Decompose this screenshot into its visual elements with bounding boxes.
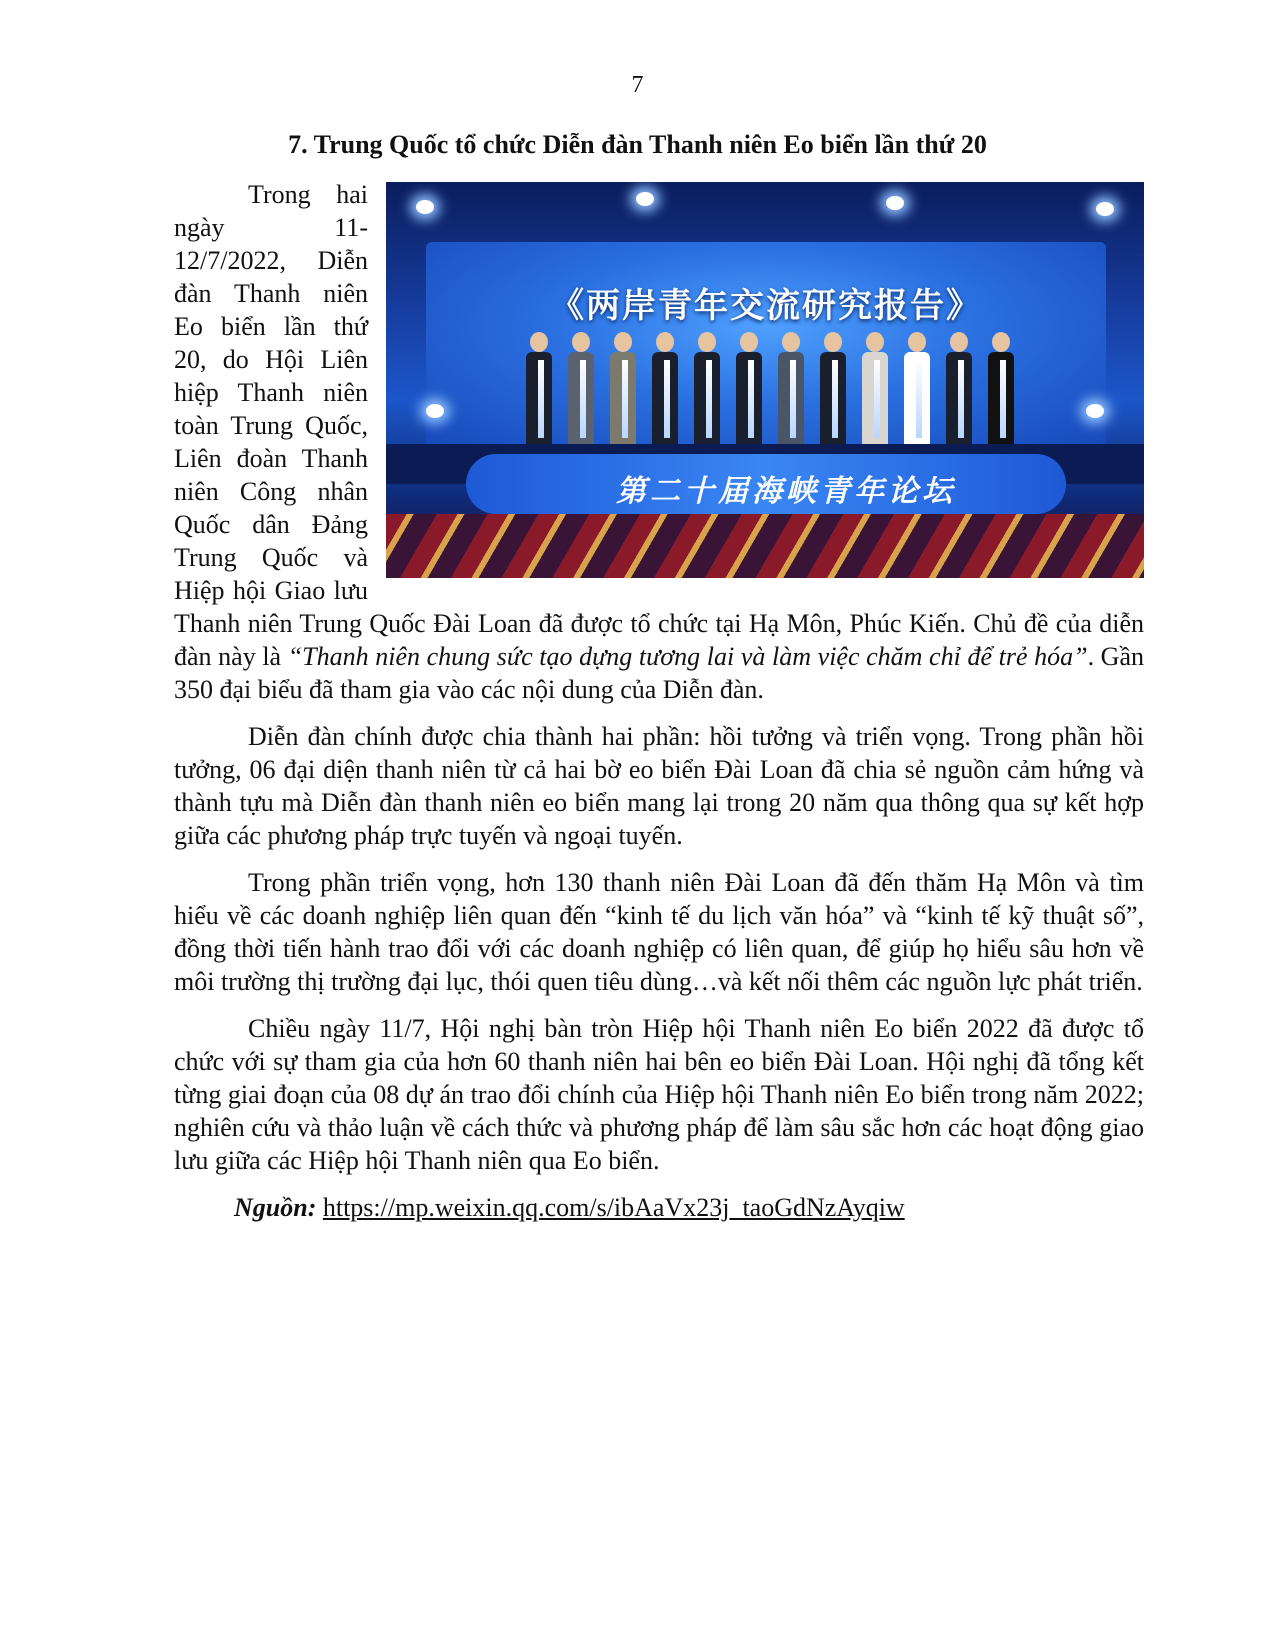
screen-title-text: 《两岸青年交流研究报告》 bbox=[550, 286, 982, 326]
article-heading: 7. Trung Quốc tổ chức Diễn đàn Thanh niên Eo biển lần thứ 20 bbox=[288, 130, 987, 159]
paragraph-2: Diễn đàn chính được chia thành hai phần: hồi tưởng và triển vọng. Trong phần hồi tưởng, 06 đại diện thanh niên từ cả hai bờ eo biển Đài Loan đã chia sẻ nguồn cảm hứng và thành tựu mà Diễn đàn thanh niên eo biển mang lại trong 20 năm qua thông qua sự kết hợp giữa các phương pháp trực tuyến và ngoại tuyến. bbox=[174, 722, 1144, 850]
launch-pillar bbox=[622, 360, 628, 438]
stage-light-icon bbox=[1086, 404, 1104, 418]
event-photo bbox=[386, 182, 1144, 578]
page-number: 7 bbox=[631, 72, 644, 98]
launch-pillar bbox=[1000, 360, 1006, 438]
launch-pillar bbox=[580, 360, 586, 438]
stage-light-icon bbox=[416, 200, 434, 214]
launch-pillar bbox=[748, 360, 754, 438]
source-line bbox=[174, 1191, 1144, 1224]
launch-pillar bbox=[958, 360, 964, 438]
source-link[interactable]: https://mp.weixin.qq.com/s/ibAaVx23j_taoGdNzAyqiw bbox=[322, 1193, 905, 1222]
paragraph-1-text: Trong hai ngày 11-12/7/2022, Diễn đàn Thanh niên Eo biển lần thứ 20, do Hội Liên hiệp Thanh niên toàn Trung Quốc, Liên đoàn Thanh niên Công nhân Quốc dân Đảng Trung Quốc và Hiệp hội Giao lưu Thanh niên Trung Quốc Đài Loan đã được tổ chức tại Hạ Môn, Phúc Kiến. Chủ đề của diễn đàn này là bbox=[174, 180, 1144, 671]
stage-light-icon bbox=[886, 196, 904, 210]
launch-pillar bbox=[538, 360, 544, 438]
forum-theme-quote: “Thanh niên chung sức tạo dựng tương lai và làm việc chăm chỉ để trẻ hóa” bbox=[287, 642, 1088, 671]
launch-pillar bbox=[706, 360, 712, 438]
launch-pillar bbox=[664, 360, 670, 438]
paragraph-1-text-end: . Gần 350 đại biểu đã tham gia vào các nội dung của Diễn đàn. bbox=[174, 642, 1144, 704]
source-label: Nguồn: bbox=[234, 1193, 317, 1222]
launch-pillar bbox=[832, 360, 838, 438]
launch-pillar bbox=[874, 360, 880, 438]
launch-pillar bbox=[916, 360, 922, 438]
stage-light-icon bbox=[636, 192, 654, 206]
forum-banner-text: 第二十届海峡青年论坛 bbox=[616, 474, 956, 509]
decorative-floor bbox=[386, 514, 1144, 578]
launch-pillar bbox=[790, 360, 796, 438]
paragraph-4: Chiều ngày 11/7, Hội nghị bàn tròn Hiệp hội Thanh niên Eo biển 2022 đã được tổ chức với sự tham gia của hơn 60 thanh niên hai bên eo biển Đài Loan. Hội nghị đã tổng kết từng giai đoạn của 08 dự án trao đổi chính của Hiệp hội Thanh niên Eo biển trong năm 2022; nghiên cứu và thảo luận về cách thức và phương pháp để làm sâu sắc hơn các hoạt động giao lưu giữa các Hiệp hội Thanh niên qua Eo biển. bbox=[174, 1014, 1144, 1175]
stage-light-icon bbox=[1096, 202, 1114, 216]
article-body bbox=[174, 178, 1144, 1224]
stage-light-icon bbox=[426, 404, 444, 418]
paragraph-3: Trong phần triển vọng, hơn 130 thanh niên Đài Loan đã đến thăm Hạ Môn và tìm hiểu về các doanh nghiệp liên quan đến “kinh tế du lịch văn hóa” và “kinh tế kỹ thuật số”, đồng thời tiến hành trao đổi với các doanh nghiệp có liên quan, để giúp họ hiểu sâu hơn về môi trường thị trường đại lục, thói quen tiêu dùng…và kết nối thêm các nguồn lực phát triển. bbox=[174, 868, 1144, 996]
